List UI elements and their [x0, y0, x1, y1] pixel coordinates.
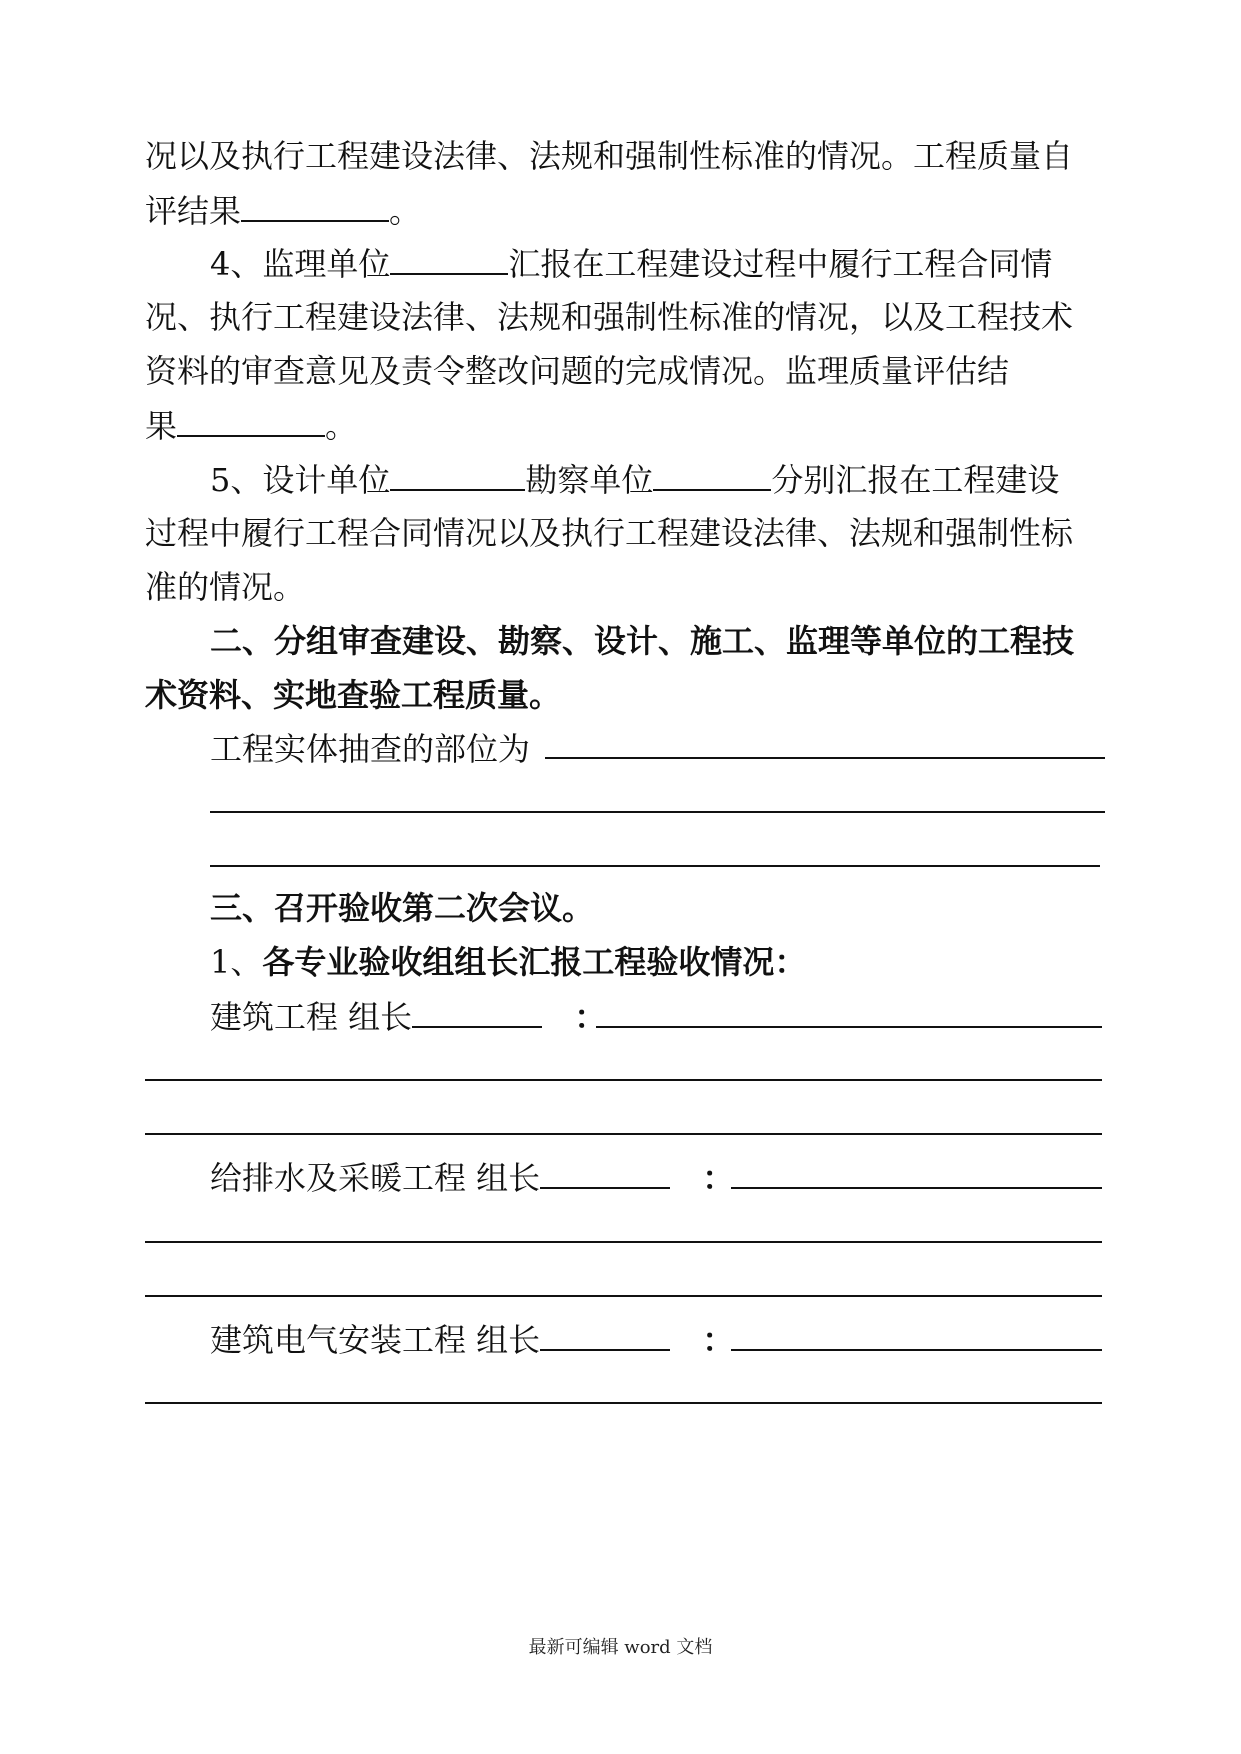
- para-line: 过程中履行工程合同情况以及执行工程建设法律、法规和强制性标: [145, 514, 1074, 552]
- blank-plumbing-report-line-2[interactable]: [145, 1241, 1102, 1243]
- para-line: 评结果 。: [145, 192, 422, 230]
- blank-electrical-report-line-2[interactable]: [145, 1402, 1102, 1404]
- section-heading: 术资料、实地查验工程质量。: [145, 676, 562, 714]
- group-plumbing-leader: 给排水及采暖工程 组长 ：: [210, 1159, 735, 1197]
- blank-inspect-parts-line-1[interactable]: [545, 757, 1105, 759]
- section-heading: 二、分组审查建设、勘察、设计、施工、监理等单位的工程技: [210, 622, 1075, 660]
- blank-design-unit[interactable]: [390, 459, 525, 491]
- blank-electrical-report-line-1[interactable]: [731, 1349, 1102, 1351]
- blank-plumbing-leader-name[interactable]: [540, 1157, 670, 1189]
- blank-self-eval-result[interactable]: [241, 190, 389, 222]
- inspect-label: 工程实体抽查的部位为: [210, 730, 531, 768]
- para-line: 资料的审查意见及责令整改问题的完成情况。监理质量评估结: [145, 352, 1010, 390]
- group-building-leader: 建筑工程 组长 ：: [210, 998, 607, 1036]
- para-line: 况以及执行工程建设法律、法规和强制性标准的情况。工程质量自: [145, 137, 1074, 175]
- blank-inspect-parts-line-2[interactable]: [210, 811, 1105, 813]
- blank-plumbing-report-line-1[interactable]: [731, 1187, 1102, 1189]
- group-electrical-leader: 建筑电气安装工程 组长 ：: [210, 1321, 735, 1359]
- blank-building-report-line-2[interactable]: [145, 1079, 1102, 1081]
- blank-plumbing-report-line-3[interactable]: [145, 1295, 1102, 1297]
- para-line: 果 。: [145, 407, 358, 445]
- para-line: 准的情况。: [145, 568, 306, 606]
- blank-survey-unit[interactable]: [653, 459, 771, 491]
- blank-supervision-unit[interactable]: [390, 243, 508, 275]
- blank-electrical-leader-name[interactable]: [540, 1319, 670, 1351]
- para-line: 5、设计单位 勘察单位 分别汇报在工程建设: [210, 461, 1060, 499]
- para-line: 况、执行工程建设法律、法规和强制性标准的情况，以及工程技术: [145, 298, 1074, 336]
- para-line: 4、监理单位 汇报在工程建设过程中履行工程合同情: [210, 245, 1053, 283]
- blank-inspect-parts-line-3[interactable]: [210, 865, 1100, 867]
- list-item: 1、各专业验收组组长汇报工程验收情况：: [210, 943, 807, 981]
- blank-supervision-eval-result[interactable]: [177, 405, 325, 437]
- blank-building-report-line-1[interactable]: [596, 1026, 1102, 1028]
- blank-building-leader-name[interactable]: [412, 996, 542, 1028]
- blank-building-report-line-3[interactable]: [145, 1133, 1102, 1135]
- section-heading: 三、召开验收第二次会议。: [210, 889, 595, 927]
- page-footer: 最新可编辑 word 文档: [528, 1637, 713, 1658]
